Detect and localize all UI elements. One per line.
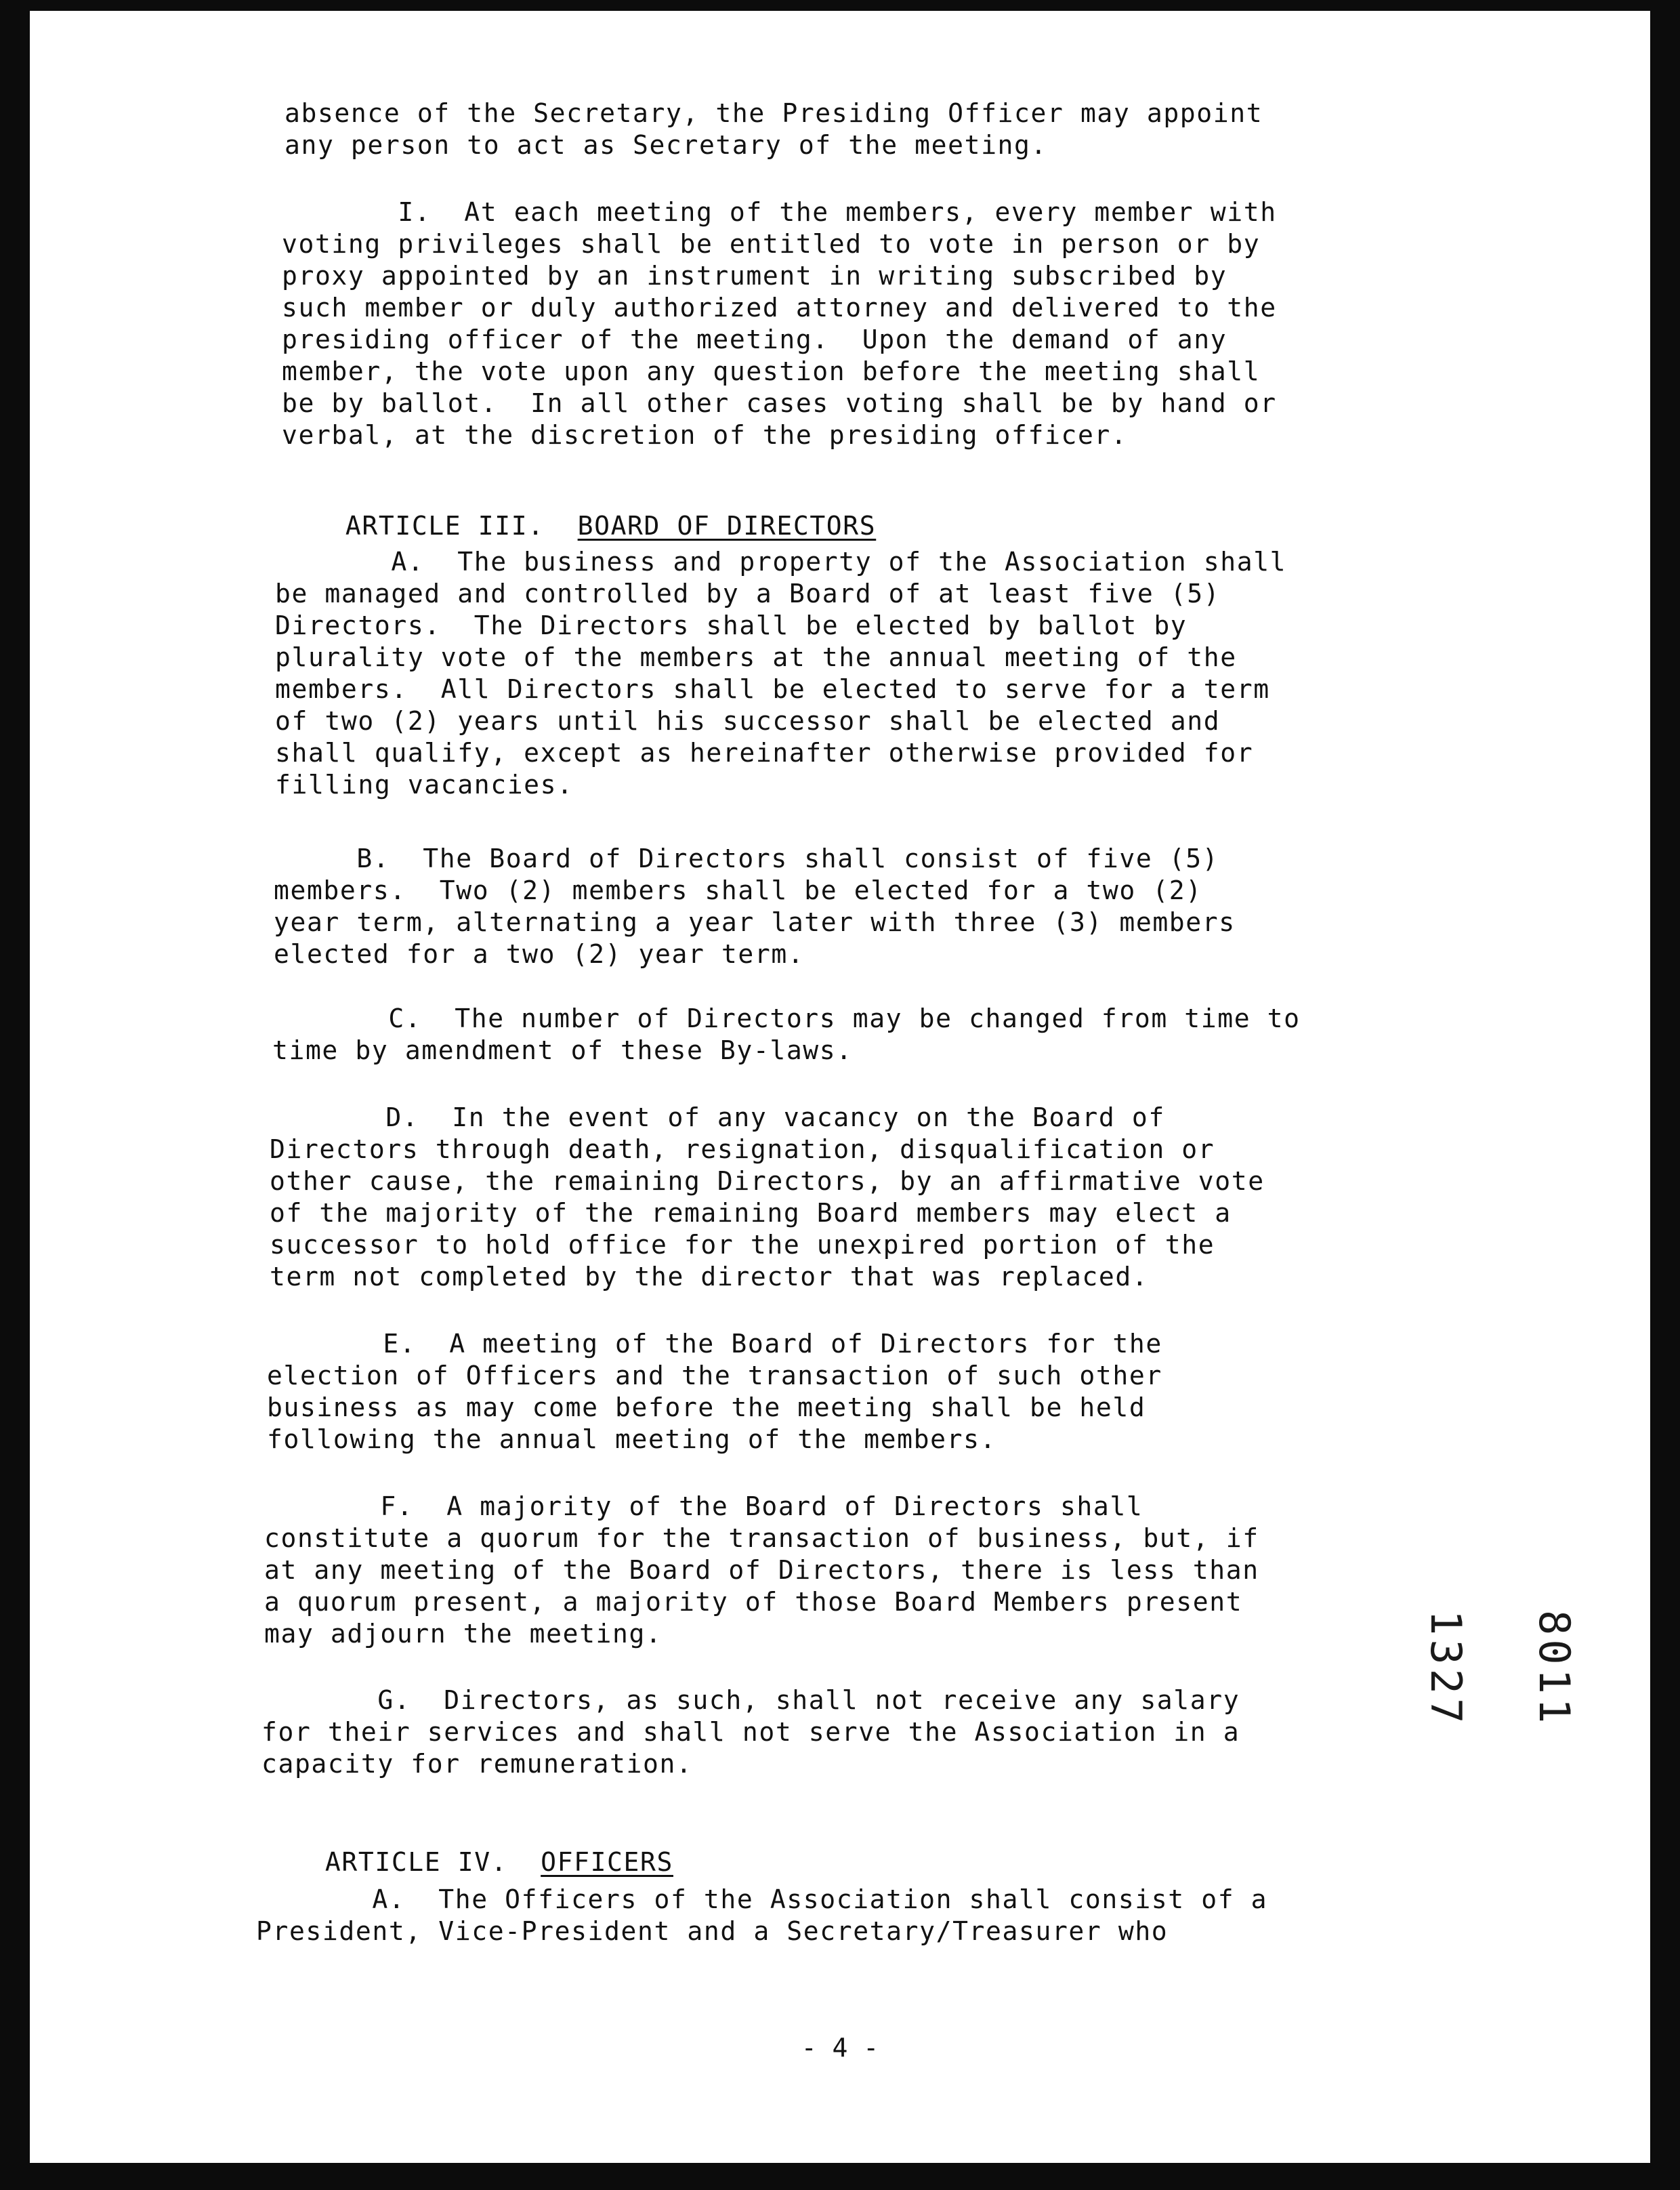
page-number: - 4 - — [801, 2033, 879, 2063]
article-iii-title: BOARD OF DIRECTORS — [577, 511, 877, 541]
paragraph-secretary-absence: absence of the Secretary, the Presiding Officer may appoint any person to act as Secretary of the meeting. — [285, 98, 1263, 160]
scan-border-left — [0, 0, 30, 2190]
paragraph-F-quorum: F. A majority of the Board of Directors shall constitute a quorum for the transaction of business, but, if at any meeting of the Board of Directors, there is less than a quorum present, a majority of those Board Members present may adjourn the meeting. — [264, 1491, 1259, 1649]
side-stamp-number: 8011 1327 — [1421, 1610, 1579, 1728]
scan-border-bottom — [0, 2163, 1680, 2190]
paragraph-C-number: C. The number of Directors may be changed from time to time by amendment of these By-laws. — [272, 1004, 1301, 1065]
paragraph-A-board: A. The business and property of the Association shall be managed and controlled by a Board of at least five (5) Directors. The Directors shall be elected by ballot by plurality vote of the members at the annual meeting of the members. All Directors shall be elected to serve for a term of two (2) years until his successor shall be elected and shall qualify, except as hereinafter otherwise provided for filling vacancies. — [275, 547, 1287, 800]
paragraph-IV-A-officers: A. The Officers of the Association shall consist of a President, Vice-President and a Secretary/Treasurer who — [256, 1884, 1268, 1946]
article-iv-label: ARTICLE IV. — [324, 1847, 541, 1877]
paragraph-D-vacancy: D. In the event of any vacancy on the Board of Directors through death, resignation, disqualification or other cause, the remaining Directors, by an affirmative vote of the majority of the remaining Board members may elect a successor to hold office for the unexpired portion of the term not completed by the director that was replaced. — [270, 1102, 1265, 1292]
paragraph-I-voting: I. At each meeting of the members, every member with voting privileges shall be entitled to vote in person or by proxy appointed by an instrument in writing subscribed by such member or duly authorized attorney and delivered to the presiding officer of the meeting. Upon the demand of any member, the vote upon any question before the meeting shall be by ballot. In all other cases voting shall be by hand or verbal, at the discretion of the presiding officer. — [282, 197, 1277, 450]
paragraph-E-meeting: E. A meeting of the Board of Directors for the election of Officers and the transaction of such other business as may come before the meeting shall be held following the annual meeting of the members. — [267, 1329, 1162, 1454]
document-page — [30, 11, 1650, 2166]
paragraph-G-salary: G. Directors, as such, shall not receive any salary for their services and shall not serve the Association in a capacity for remuneration. — [261, 1685, 1240, 1779]
article-iv-title: OFFICERS — [541, 1847, 673, 1877]
paragraph-B-composition: B. The Board of Directors shall consist of five (5) members. Two (2) members shall be elected for a two (2) year term, alternating a year later with three (3) members elected for a two (2) year term. — [274, 844, 1236, 969]
article-iii-label: ARTICLE III. — [345, 511, 578, 541]
